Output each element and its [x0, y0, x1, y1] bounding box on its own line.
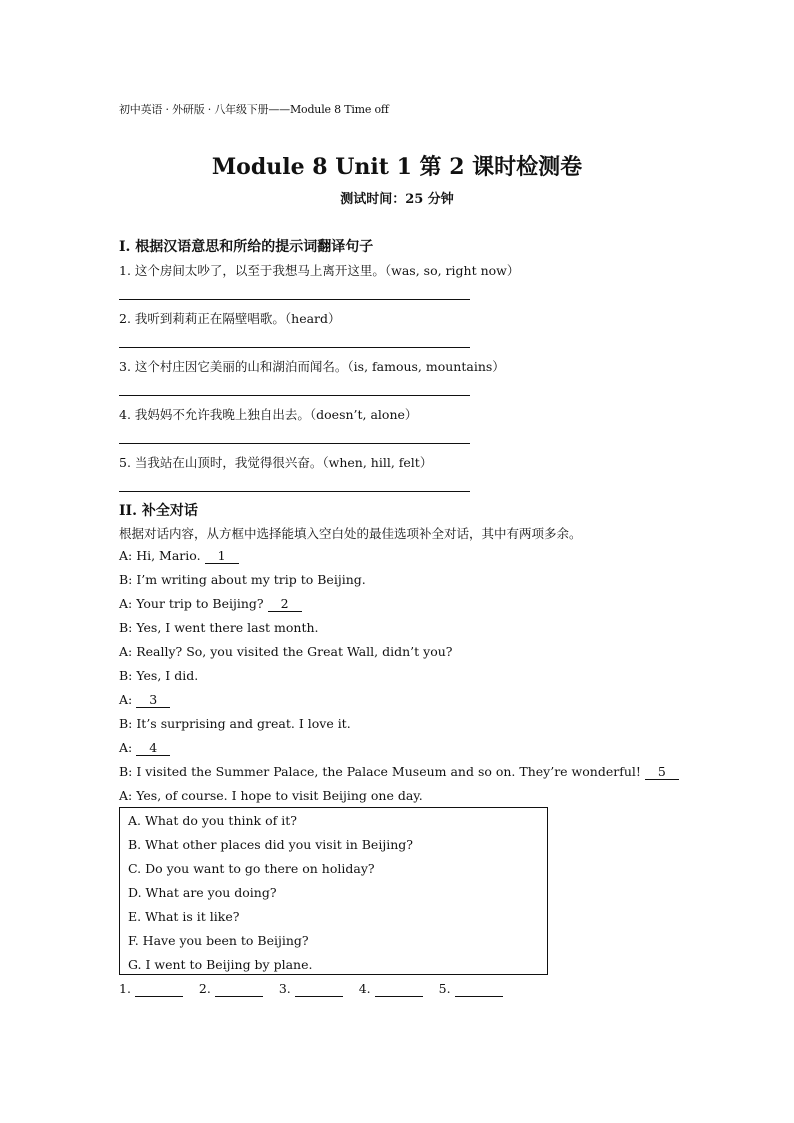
answer-row	[119, 981, 515, 997]
translation-item-2: 2. 我听到莉莉正在隔壁唱歌。（heard）	[119, 311, 341, 326]
options-box	[119, 807, 548, 975]
dialogue-blank-2: 2	[268, 597, 302, 612]
translation-item-3: 3. 这个村庄因它美丽的山和湖泊而闻名。（is, famous, mountains）	[119, 359, 505, 374]
answer-slot-2[interactable]: 2.	[199, 981, 263, 997]
answer-line-3	[119, 395, 470, 396]
page-title: Module 8 Unit 1 第 2 课时检测卷	[211, 154, 583, 180]
option-d: D. What are you doing?	[128, 885, 277, 900]
dialogue-line: A: Hi, Mario. 1	[119, 548, 239, 564]
answer-slot-4[interactable]: 4.	[359, 981, 423, 997]
dialogue-line: A: Yes, of course. I hope to visit Beijing one day.	[119, 788, 423, 803]
dialogue-blank-1: 1	[205, 549, 239, 564]
test-duration: 测试时间：25 分钟	[340, 192, 454, 207]
option-f: F. Have you been to Beijing?	[128, 933, 309, 948]
option-b: B. What other places did you visit in Beijing?	[128, 837, 413, 852]
dialogue-line: B: I’m writing about my trip to Beijing.	[119, 572, 366, 587]
answer-line-2	[119, 347, 470, 348]
dialogue-line: B: I visited the Summer Palace, the Palace Museum and so on. They’re wonderful! 5	[119, 764, 679, 780]
dialogue-line: A: Really? So, you visited the Great Wall, didn’t you?	[119, 644, 453, 659]
dialogue-line: B: Yes, I did.	[119, 668, 199, 683]
section-1-heading: I. 根据汉语意思和所给的提示词翻译句子	[119, 239, 374, 255]
dialogue-line: A: Your trip to Beijing? 2	[119, 596, 302, 612]
dialogue-line: B: Yes, I went there last month.	[119, 620, 319, 635]
option-g: G. I went to Beijing by plane.	[128, 957, 313, 972]
dialogue-line: A: 3	[119, 692, 170, 708]
dialogue-blank-3: 3	[136, 693, 170, 708]
translation-item-5: 5. 当我站在山顶时，我觉得很兴奋。（when, hill, felt）	[119, 455, 433, 470]
answer-line-1	[119, 299, 470, 300]
translation-item-4: 4. 我妈妈不允许我晚上独自出去。（doesn’t, alone）	[119, 407, 418, 422]
translation-item-1: 1. 这个房间太吵了，以至于我想马上离开这里。（was, so, right now）	[119, 263, 520, 278]
dialogue-blank-4: 4	[136, 741, 170, 756]
dialogue-line: B: It’s surprising and great. I love it.	[119, 716, 351, 731]
answer-slot-3[interactable]: 3.	[279, 981, 343, 997]
answer-line-4	[119, 443, 470, 444]
answer-line-5	[119, 491, 470, 492]
section-2-heading: II. 补全对话	[119, 503, 198, 519]
answer-slot-5[interactable]: 5.	[439, 981, 503, 997]
option-e: E. What is it like?	[128, 909, 240, 924]
dialogue-blank-5: 5	[645, 765, 679, 780]
option-a: A. What do you think of it?	[128, 813, 297, 828]
section-2-instruction: 根据对话内容，从方框中选择能填入空白处的最佳选项补全对话，其中有两项多余。	[119, 526, 582, 541]
answer-slot-1[interactable]: 1.	[119, 981, 183, 997]
option-c: C. Do you want to go there on holiday?	[128, 861, 375, 876]
dialogue-line: A: 4	[119, 740, 170, 756]
page-header: 初中英语 · 外研版 · 八年级下册——Module 8 Time off	[119, 103, 389, 116]
